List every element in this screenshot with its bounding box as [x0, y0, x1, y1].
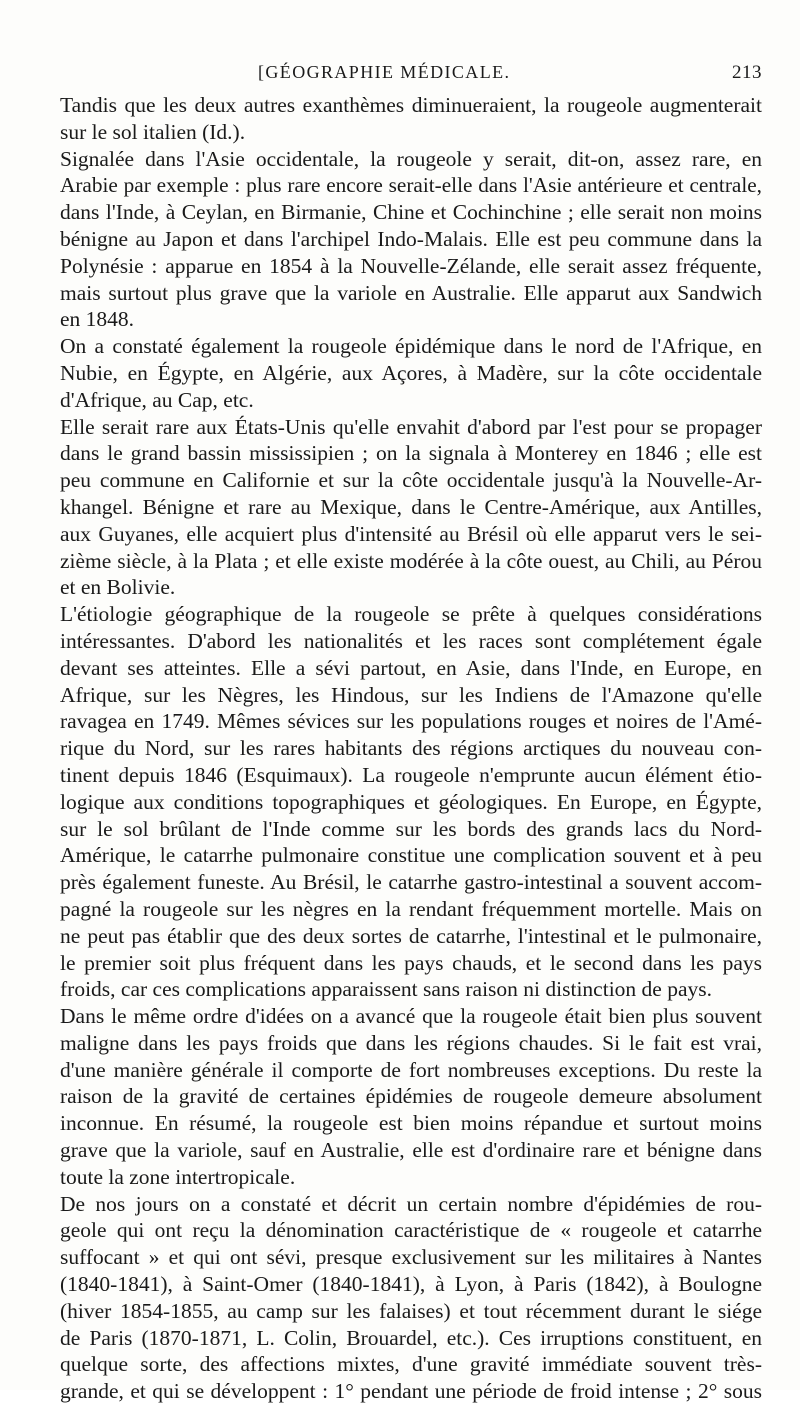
- text-line: khangel. Bénigne et rare au Mexique, dans le Centre-Amérique, aux Antilles,: [60, 494, 762, 519]
- text-line: maligne dans les pays froids que dans les régions chaudes. Si le fait est vrai,: [60, 1030, 762, 1055]
- text-line: bénigne au Japon et dans l'archipel Indo-Malais. Elle est peu commune dans la: [60, 226, 762, 251]
- text-line: geole qui ont reçu la dénomination caractéristique de « rougeole et catarrhe: [60, 1218, 762, 1243]
- text-line: On a constaté également la rougeole épidémique dans le nord de l'Afrique, en: [60, 334, 762, 359]
- text-line: toute la zone intertropicale.: [60, 1164, 296, 1189]
- text-line: et en Bolivie.: [60, 575, 176, 600]
- text-line: en 1848.: [60, 307, 135, 332]
- text-line: tinent depuis 1846 (Esquimaux). La rougeole n'emprunte aucun élément étio-: [60, 762, 762, 787]
- text-line: peu commune en Californie et sur la côte occidentale jusqu'à la Nouvelle-Ar-: [60, 468, 762, 493]
- text-line: de Paris (1870-1871, L. Colin, Brouardel, etc.). Ces irruptions constituent, en: [60, 1325, 762, 1350]
- text-line: Tandis que les deux autres exanthèmes diminueraient, la rougeole augmenterait: [60, 93, 762, 117]
- text-line: Amérique, le catarrhe pulmonaire constitue une complication souvent et à peu: [60, 843, 762, 868]
- text-line: De nos jours on a constaté et décrit un certain nombre d'épidémies de rou-: [60, 1191, 762, 1216]
- text-line: Elle serait rare aux États-Unis qu'elle envahit d'abord par l'est pour se propager: [60, 414, 762, 439]
- text-line: le premier soit plus fréquent dans les pays chauds, et le second dans les pays: [60, 950, 762, 975]
- text-line: intéressantes. D'abord les nationalités et les races sont complétement égale: [60, 628, 762, 653]
- text-line: Polynésie : apparue en 1854 à la Nouvelle-Zélande, elle serait assez fréquente,: [60, 253, 762, 278]
- text-line: Dans le même ordre d'idées on a avancé que la rougeole était bien plus souvent: [60, 1004, 762, 1029]
- text-line: sur le sol italien (Id.).: [60, 119, 246, 144]
- text-line: quelque sorte, des affections mixtes, d'une gravité immédiate souvent très-: [60, 1352, 762, 1377]
- text-line: pagné la rougeole sur les nègres en la rendant fréquemment mortelle. Mais on: [60, 896, 762, 921]
- text-line: logique aux conditions topographiques et géologiques. En Europe, en Égypte,: [60, 789, 762, 814]
- text-line: d'une manière générale il comporte de fort nombreuses exceptions. Du reste la: [60, 1057, 762, 1082]
- text-line: près également funeste. Au Brésil, le catarrhe gastro-intestinal a souvent accom-: [60, 870, 762, 895]
- text-line: sur le sol brûlant de l'Inde comme sur les bords des grands lacs du Nord-: [60, 816, 762, 841]
- text-line: mais surtout plus grave que la variole en Australie. Elle apparut aux Sandwich: [60, 280, 762, 305]
- text-line: ne peut pas établir que des deux sortes de catarrhe, l'intestinal et le pulmonaire,: [60, 923, 762, 948]
- text-line: (1840-1841), à Saint-Omer (1840-1841), à Lyon, à Paris (1842), à Boulogne: [60, 1272, 762, 1297]
- text-line: d'Afrique, au Cap, etc.: [60, 387, 254, 412]
- text-line: zième siècle, à la Plata ; et elle existe modérée à la côte ouest, au Chili, au Pérou: [60, 548, 762, 573]
- text-line: rique du Nord, sur les rares habitants des régions arctiques du nouveau con-: [60, 736, 762, 761]
- text-line: devant ses atteintes. Elle a sévi partout, en Asie, dans l'Inde, en Europe, en: [60, 655, 762, 680]
- text-line: L'étiologie géographique de la rougeole se prête à quelques considérations: [60, 602, 762, 627]
- text-line: raison de la gravité de certaines épidémies de rougeole demeure absolument: [60, 1084, 762, 1109]
- page-number: 213: [732, 62, 762, 83]
- text-line: aux Guyanes, elle acquiert plus d'intensité au Brésil où elle apparut vers le sei-: [60, 521, 762, 546]
- text-line: Arabie par exemple : plus rare encore serait-elle dans l'Asie antérieure et centrale,: [60, 173, 762, 198]
- running-head: [60, 62, 762, 86]
- running-title: [GÉOGRAPHIE MÉDICALE.: [258, 62, 511, 82]
- text-line: Signalée dans l'Asie occidentale, la rougeole y serait, dit-on, assez rare, en: [60, 146, 762, 171]
- text-line: dans l'Inde, à Ceylan, en Birmanie, Chine et Cochinchine ; elle serait non moins: [60, 200, 762, 225]
- text-line: inconnue. En résumé, la rougeole est bien moins répandue et surtout moins: [60, 1111, 762, 1136]
- text-line: Afrique, sur les Nègres, les Hindous, sur les Indiens de l'Amazone qu'elle: [60, 682, 762, 707]
- text-line: Nubie, en Égypte, en Algérie, aux Açores, à Madère, sur la côte occidentale: [60, 360, 762, 385]
- text-line: dans le grand bassin mississipien ; on la signala à Monterey en 1846 ; elle est: [60, 441, 762, 466]
- text-line: grande, et qui se développent : 1° pendant une période de froid intense ; 2° sous: [60, 1379, 762, 1404]
- text-line: ravagea en 1749. Mêmes sévices sur les populations rouges et noires de l'Amé-: [60, 709, 762, 734]
- body-text: [60, 92, 762, 1405]
- text-line: (hiver 1854-1855, au camp sur les falaises) et tout récemment durant le siége: [60, 1298, 762, 1323]
- text-line: suffocant » et qui ont sévi, presque exclusivement sur les militaires à Nantes: [60, 1245, 762, 1270]
- text-line: grave que la variole, sauf en Australie, elle est d'ordinaire rare et bénigne dans: [60, 1138, 762, 1163]
- text-line: froids, car ces complications apparaissent sans raison ni distinction de pays.: [60, 977, 713, 1002]
